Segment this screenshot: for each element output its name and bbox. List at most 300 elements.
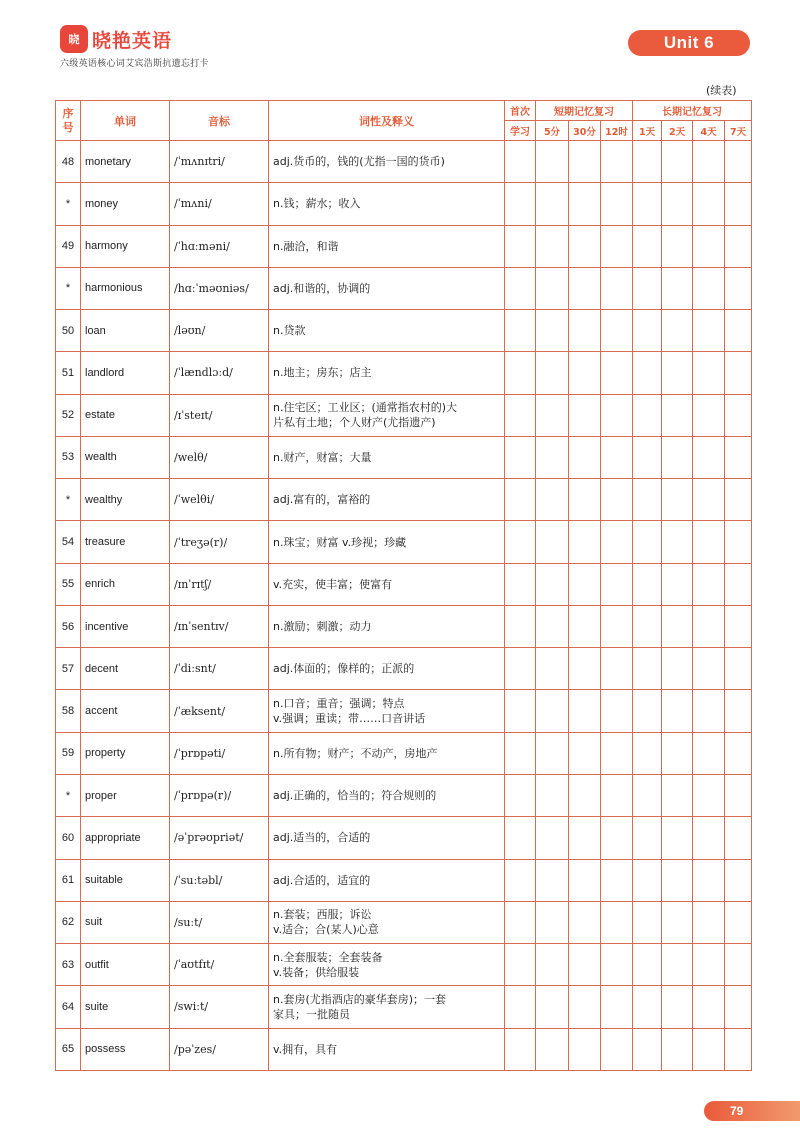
check-12h-box[interactable] xyxy=(601,479,633,521)
check-1day-box[interactable] xyxy=(633,986,662,1028)
check-4day-box[interactable] xyxy=(693,394,725,436)
check-first-study-box[interactable] xyxy=(505,817,536,859)
row-definition xyxy=(269,267,505,309)
check-7day-box[interactable] xyxy=(725,141,752,183)
check-first-study-box[interactable] xyxy=(505,648,536,690)
check-1day-box[interactable] xyxy=(633,605,662,647)
check-2day-box[interactable] xyxy=(662,817,693,859)
check-7day-box[interactable] xyxy=(725,944,752,986)
row-number: 63 xyxy=(56,944,81,986)
check-4day-box[interactable] xyxy=(693,944,725,986)
check-12h-box[interactable] xyxy=(601,605,633,647)
header-first-study-bottom: 学习 xyxy=(505,121,536,141)
row-definition xyxy=(269,394,505,436)
check-12h-box[interactable] xyxy=(601,1028,633,1070)
definition-line: 片私有土地；个人财产(尤指遗产) xyxy=(273,416,436,430)
row-phonetic: /ˈaʊtfɪt/ xyxy=(170,944,269,986)
row-word: enrich xyxy=(81,563,170,605)
check-30min-box[interactable] xyxy=(569,141,601,183)
row-number: 48 xyxy=(56,141,81,183)
table-row xyxy=(56,859,752,901)
check-2day-box[interactable] xyxy=(662,1028,693,1070)
check-1day-box[interactable] xyxy=(633,690,662,732)
row-number: 50 xyxy=(56,310,81,352)
check-7day-box[interactable] xyxy=(725,563,752,605)
row-phonetic: /ˈmʌni/ xyxy=(170,183,269,225)
row-definition xyxy=(269,563,505,605)
table-row xyxy=(56,1028,752,1070)
check-12h-box[interactable] xyxy=(601,310,633,352)
row-word: money xyxy=(81,183,170,225)
check-30min-box[interactable] xyxy=(569,859,601,901)
check-12h-box[interactable] xyxy=(601,986,633,1028)
row-number: 53 xyxy=(56,436,81,478)
row-definition xyxy=(269,986,505,1028)
check-first-study-box[interactable] xyxy=(505,141,536,183)
definition-line: v.拥有，具有 xyxy=(273,1042,338,1056)
check-2day-box[interactable] xyxy=(662,648,693,690)
row-word: wealthy xyxy=(81,479,170,521)
check-first-study-box[interactable] xyxy=(505,479,536,521)
check-2day-box[interactable] xyxy=(662,394,693,436)
check-5min-box[interactable] xyxy=(536,521,569,563)
row-definition xyxy=(269,648,505,690)
table-row xyxy=(56,479,752,521)
row-word: suite xyxy=(81,986,170,1028)
check-1day-box[interactable] xyxy=(633,479,662,521)
check-7day-box[interactable] xyxy=(725,859,752,901)
row-word: outfit xyxy=(81,944,170,986)
check-7day-box[interactable] xyxy=(725,774,752,816)
unit-badge: Unit 6 xyxy=(628,30,750,56)
check-first-study-box[interactable] xyxy=(505,521,536,563)
check-7day-box[interactable] xyxy=(725,690,752,732)
check-5min-box[interactable] xyxy=(536,310,569,352)
check-5min-box[interactable] xyxy=(536,1028,569,1070)
check-1day-box[interactable] xyxy=(633,394,662,436)
check-5min-box[interactable] xyxy=(536,986,569,1028)
check-5min-box[interactable] xyxy=(536,859,569,901)
table-row xyxy=(56,901,752,943)
row-number: 62 xyxy=(56,901,81,943)
check-1day-box[interactable] xyxy=(633,859,662,901)
check-30min-box[interactable] xyxy=(569,605,601,647)
header-interval-5min: 5分 xyxy=(536,121,569,141)
check-1day-box[interactable] xyxy=(633,944,662,986)
row-definition xyxy=(269,944,505,986)
row-word: treasure xyxy=(81,521,170,563)
table-row xyxy=(56,183,752,225)
check-first-study-box[interactable] xyxy=(505,859,536,901)
vocabulary-table xyxy=(55,100,752,1071)
check-1day-box[interactable] xyxy=(633,267,662,309)
check-4day-box[interactable] xyxy=(693,225,725,267)
check-5min-box[interactable] xyxy=(536,817,569,859)
definition-line: n.财产，财富；大量 xyxy=(273,450,372,464)
header-interval-12h: 12时 xyxy=(601,121,633,141)
check-2day-box[interactable] xyxy=(662,986,693,1028)
check-12h-box[interactable] xyxy=(601,859,633,901)
check-4day-box[interactable] xyxy=(693,521,725,563)
row-number: 60 xyxy=(56,817,81,859)
row-word: landlord xyxy=(81,352,170,394)
check-5min-box[interactable] xyxy=(536,479,569,521)
row-number: * xyxy=(56,183,81,225)
table-row xyxy=(56,690,752,732)
header-number: 序号 xyxy=(56,101,81,141)
row-word: proper xyxy=(81,774,170,816)
row-definition xyxy=(269,690,505,732)
check-30min-box[interactable] xyxy=(569,986,601,1028)
check-5min-box[interactable] xyxy=(536,901,569,943)
check-7day-box[interactable] xyxy=(725,986,752,1028)
check-4day-box[interactable] xyxy=(693,436,725,478)
check-5min-box[interactable] xyxy=(536,944,569,986)
check-5min-box[interactable] xyxy=(536,225,569,267)
check-1day-box[interactable] xyxy=(633,352,662,394)
check-7day-box[interactable] xyxy=(725,732,752,774)
check-4day-box[interactable] xyxy=(693,690,725,732)
row-word: monetary xyxy=(81,141,170,183)
row-number: 56 xyxy=(56,605,81,647)
check-7day-box[interactable] xyxy=(725,479,752,521)
check-12h-box[interactable] xyxy=(601,817,633,859)
check-2day-box[interactable] xyxy=(662,436,693,478)
check-5min-box[interactable] xyxy=(536,648,569,690)
check-30min-box[interactable] xyxy=(569,1028,601,1070)
check-7day-box[interactable] xyxy=(725,1028,752,1070)
row-number: 58 xyxy=(56,690,81,732)
check-first-study-box[interactable] xyxy=(505,225,536,267)
check-4day-box[interactable] xyxy=(693,310,725,352)
check-2day-box[interactable] xyxy=(662,605,693,647)
row-phonetic: /swiːt/ xyxy=(170,986,269,1028)
check-12h-box[interactable] xyxy=(601,436,633,478)
check-1day-box[interactable] xyxy=(633,817,662,859)
check-first-study-box[interactable] xyxy=(505,774,536,816)
definition-line: n.融洽，和谐 xyxy=(273,239,339,253)
check-2day-box[interactable] xyxy=(662,141,693,183)
row-phonetic: /ɪˈsteɪt/ xyxy=(170,394,269,436)
check-4day-box[interactable] xyxy=(693,732,725,774)
check-1day-box[interactable] xyxy=(633,648,662,690)
check-5min-box[interactable] xyxy=(536,605,569,647)
row-phonetic: /ˈsuːtəbl/ xyxy=(170,859,269,901)
check-30min-box[interactable] xyxy=(569,267,601,309)
check-12h-box[interactable] xyxy=(601,394,633,436)
row-number: * xyxy=(56,479,81,521)
check-1day-box[interactable] xyxy=(633,225,662,267)
check-1day-box[interactable] xyxy=(633,901,662,943)
definition-line: v.装备；供给服装 xyxy=(273,965,360,979)
check-first-study-box[interactable] xyxy=(505,605,536,647)
row-phonetic: /ˈdiːsnt/ xyxy=(170,648,269,690)
check-30min-box[interactable] xyxy=(569,225,601,267)
check-first-study-box[interactable] xyxy=(505,563,536,605)
check-2day-box[interactable] xyxy=(662,901,693,943)
check-30min-box[interactable] xyxy=(569,732,601,774)
row-word: accent xyxy=(81,690,170,732)
row-word: property xyxy=(81,732,170,774)
check-2day-box[interactable] xyxy=(662,944,693,986)
row-phonetic: /əˈprəʊpriət/ xyxy=(170,817,269,859)
check-7day-box[interactable] xyxy=(725,183,752,225)
check-5min-box[interactable] xyxy=(536,436,569,478)
check-30min-box[interactable] xyxy=(569,817,601,859)
definition-line: adj.合适的，适宜的 xyxy=(273,873,371,887)
check-4day-box[interactable] xyxy=(693,605,725,647)
row-phonetic: /ɪnˈsentɪv/ xyxy=(170,605,269,647)
check-4day-box[interactable] xyxy=(693,352,725,394)
definition-line: adj.和谐的，协调的 xyxy=(273,281,371,295)
row-number: * xyxy=(56,267,81,309)
table-row xyxy=(56,605,752,647)
check-7day-box[interactable] xyxy=(725,521,752,563)
row-number: 51 xyxy=(56,352,81,394)
check-7day-box[interactable] xyxy=(725,267,752,309)
table-row xyxy=(56,352,752,394)
check-5min-box[interactable] xyxy=(536,690,569,732)
check-1day-box[interactable] xyxy=(633,310,662,352)
check-2day-box[interactable] xyxy=(662,774,693,816)
check-2day-box[interactable] xyxy=(662,563,693,605)
row-number: 57 xyxy=(56,648,81,690)
definition-line: adj.体面的；像样的；正派的 xyxy=(273,662,415,676)
check-5min-box[interactable] xyxy=(536,774,569,816)
check-4day-box[interactable] xyxy=(693,267,725,309)
definition-line: n.地主；房东；店主 xyxy=(273,366,372,380)
check-30min-box[interactable] xyxy=(569,648,601,690)
check-30min-box[interactable] xyxy=(569,690,601,732)
row-number: 64 xyxy=(56,986,81,1028)
check-7day-box[interactable] xyxy=(725,901,752,943)
check-7day-box[interactable] xyxy=(725,225,752,267)
check-12h-box[interactable] xyxy=(601,690,633,732)
check-4day-box[interactable] xyxy=(693,479,725,521)
check-4day-box[interactable] xyxy=(693,563,725,605)
row-definition xyxy=(269,732,505,774)
check-30min-box[interactable] xyxy=(569,774,601,816)
row-word: estate xyxy=(81,394,170,436)
check-4day-box[interactable] xyxy=(693,859,725,901)
table-row xyxy=(56,436,752,478)
row-word: decent xyxy=(81,648,170,690)
row-phonetic: /welθ/ xyxy=(170,436,269,478)
header-long-term-review: 长期记忆复习 xyxy=(633,101,752,121)
check-2day-box[interactable] xyxy=(662,310,693,352)
header-interval-1day: 1天 xyxy=(633,121,662,141)
check-30min-box[interactable] xyxy=(569,901,601,943)
definition-line: v.强调；重读；带……口音讲话 xyxy=(273,712,426,726)
check-1day-box[interactable] xyxy=(633,1028,662,1070)
check-first-study-box[interactable] xyxy=(505,183,536,225)
table-row xyxy=(56,563,752,605)
check-1day-box[interactable] xyxy=(633,436,662,478)
header-word: 单词 xyxy=(81,101,170,141)
check-12h-box[interactable] xyxy=(601,225,633,267)
check-first-study-box[interactable] xyxy=(505,901,536,943)
check-1day-box[interactable] xyxy=(633,774,662,816)
row-phonetic: /ləʊn/ xyxy=(170,310,269,352)
row-number: 54 xyxy=(56,521,81,563)
row-phonetic: /hɑːˈməʊniəs/ xyxy=(170,267,269,309)
check-4day-box[interactable] xyxy=(693,817,725,859)
check-12h-box[interactable] xyxy=(601,521,633,563)
row-number: 55 xyxy=(56,563,81,605)
table-row xyxy=(56,817,752,859)
check-2day-box[interactable] xyxy=(662,732,693,774)
check-2day-box[interactable] xyxy=(662,521,693,563)
row-number: 59 xyxy=(56,732,81,774)
check-2day-box[interactable] xyxy=(662,859,693,901)
check-30min-box[interactable] xyxy=(569,563,601,605)
check-1day-box[interactable] xyxy=(633,521,662,563)
definition-line: n.所有物；财产；不动产，房地产 xyxy=(273,746,438,760)
table-row xyxy=(56,521,752,563)
check-5min-box[interactable] xyxy=(536,183,569,225)
check-30min-box[interactable] xyxy=(569,183,601,225)
definition-line: n.钱；薪水；收入 xyxy=(273,197,361,211)
check-2day-box[interactable] xyxy=(662,183,693,225)
check-5min-box[interactable] xyxy=(536,394,569,436)
row-word: suitable xyxy=(81,859,170,901)
definition-line: n.珠宝；财富 v.珍视；珍藏 xyxy=(273,535,407,549)
check-30min-box[interactable] xyxy=(569,521,601,563)
check-2day-box[interactable] xyxy=(662,267,693,309)
check-first-study-box[interactable] xyxy=(505,436,536,478)
check-first-study-box[interactable] xyxy=(505,394,536,436)
check-first-study-box[interactable] xyxy=(505,732,536,774)
header-interval-30min: 30分 xyxy=(569,121,601,141)
row-phonetic: /ˈprɒpəti/ xyxy=(170,732,269,774)
check-7day-box[interactable] xyxy=(725,352,752,394)
row-phonetic: /suːt/ xyxy=(170,901,269,943)
row-definition xyxy=(269,352,505,394)
row-definition xyxy=(269,1028,505,1070)
check-12h-box[interactable] xyxy=(601,563,633,605)
check-7day-box[interactable] xyxy=(725,605,752,647)
check-5min-box[interactable] xyxy=(536,732,569,774)
table-row xyxy=(56,732,752,774)
row-phonetic: /ˈhɑːməni/ xyxy=(170,225,269,267)
row-definition xyxy=(269,183,505,225)
check-5min-box[interactable] xyxy=(536,267,569,309)
check-2day-box[interactable] xyxy=(662,352,693,394)
definition-line: v.适合；合(某人)心意 xyxy=(273,923,379,937)
row-definition xyxy=(269,521,505,563)
check-30min-box[interactable] xyxy=(569,310,601,352)
check-5min-box[interactable] xyxy=(536,563,569,605)
check-7day-box[interactable] xyxy=(725,436,752,478)
row-number: * xyxy=(56,774,81,816)
row-word: loan xyxy=(81,310,170,352)
check-4day-box[interactable] xyxy=(693,141,725,183)
definition-line: n.住宅区；工业区；(通常指农村的)大 xyxy=(273,401,458,415)
check-4day-box[interactable] xyxy=(693,774,725,816)
check-12h-box[interactable] xyxy=(601,774,633,816)
definition-line: n.套装；西服；诉讼 xyxy=(273,908,372,922)
header-short-term-review: 短期记忆复习 xyxy=(536,101,633,121)
definition-line: n.口音；重音；强调；特点 xyxy=(273,697,405,711)
check-12h-box[interactable] xyxy=(601,267,633,309)
check-5min-box[interactable] xyxy=(536,352,569,394)
page-number: 79 xyxy=(704,1101,800,1121)
check-4day-box[interactable] xyxy=(693,183,725,225)
row-word: harmony xyxy=(81,225,170,267)
check-12h-box[interactable] xyxy=(601,141,633,183)
row-definition xyxy=(269,605,505,647)
brand-logo xyxy=(60,24,172,54)
check-1day-box[interactable] xyxy=(633,141,662,183)
check-first-study-box[interactable] xyxy=(505,310,536,352)
row-number: 65 xyxy=(56,1028,81,1070)
table-row xyxy=(56,394,752,436)
check-30min-box[interactable] xyxy=(569,436,601,478)
table-row xyxy=(56,310,752,352)
check-12h-box[interactable] xyxy=(601,732,633,774)
check-4day-box[interactable] xyxy=(693,648,725,690)
row-phonetic: /pəˈzes/ xyxy=(170,1028,269,1070)
check-4day-box[interactable] xyxy=(693,901,725,943)
row-phonetic: /ˈæksent/ xyxy=(170,690,269,732)
check-1day-box[interactable] xyxy=(633,732,662,774)
row-definition xyxy=(269,436,505,478)
check-7day-box[interactable] xyxy=(725,394,752,436)
check-1day-box[interactable] xyxy=(633,563,662,605)
check-2day-box[interactable] xyxy=(662,690,693,732)
check-12h-box[interactable] xyxy=(601,944,633,986)
row-word: possess xyxy=(81,1028,170,1070)
check-5min-box[interactable] xyxy=(536,141,569,183)
check-2day-box[interactable] xyxy=(662,225,693,267)
check-30min-box[interactable] xyxy=(569,352,601,394)
header-definition: 词性及释义 xyxy=(269,101,505,141)
check-30min-box[interactable] xyxy=(569,944,601,986)
row-phonetic: /ˈmʌnɪtri/ xyxy=(170,141,269,183)
table-row xyxy=(56,648,752,690)
check-4day-box[interactable] xyxy=(693,1028,725,1070)
row-word: suit xyxy=(81,901,170,943)
check-30min-box[interactable] xyxy=(569,479,601,521)
check-12h-box[interactable] xyxy=(601,183,633,225)
check-12h-box[interactable] xyxy=(601,901,633,943)
check-4day-box[interactable] xyxy=(693,986,725,1028)
row-definition xyxy=(269,141,505,183)
header-interval-2day: 2天 xyxy=(662,121,693,141)
table-row xyxy=(56,774,752,816)
check-2day-box[interactable] xyxy=(662,479,693,521)
definition-line: n.激励；刺激；动力 xyxy=(273,620,372,634)
check-first-study-box[interactable] xyxy=(505,1028,536,1070)
check-7day-box[interactable] xyxy=(725,817,752,859)
row-word: appropriate xyxy=(81,817,170,859)
row-word: incentive xyxy=(81,605,170,647)
row-definition xyxy=(269,479,505,521)
check-7day-box[interactable] xyxy=(725,648,752,690)
check-7day-box[interactable] xyxy=(725,310,752,352)
check-first-study-box[interactable] xyxy=(505,986,536,1028)
row-word: wealth xyxy=(81,436,170,478)
check-12h-box[interactable] xyxy=(601,648,633,690)
check-12h-box[interactable] xyxy=(601,352,633,394)
check-1day-box[interactable] xyxy=(633,183,662,225)
check-30min-box[interactable] xyxy=(569,394,601,436)
check-first-study-box[interactable] xyxy=(505,944,536,986)
check-first-study-box[interactable] xyxy=(505,267,536,309)
table-row xyxy=(56,225,752,267)
check-first-study-box[interactable] xyxy=(505,352,536,394)
check-first-study-box[interactable] xyxy=(505,690,536,732)
